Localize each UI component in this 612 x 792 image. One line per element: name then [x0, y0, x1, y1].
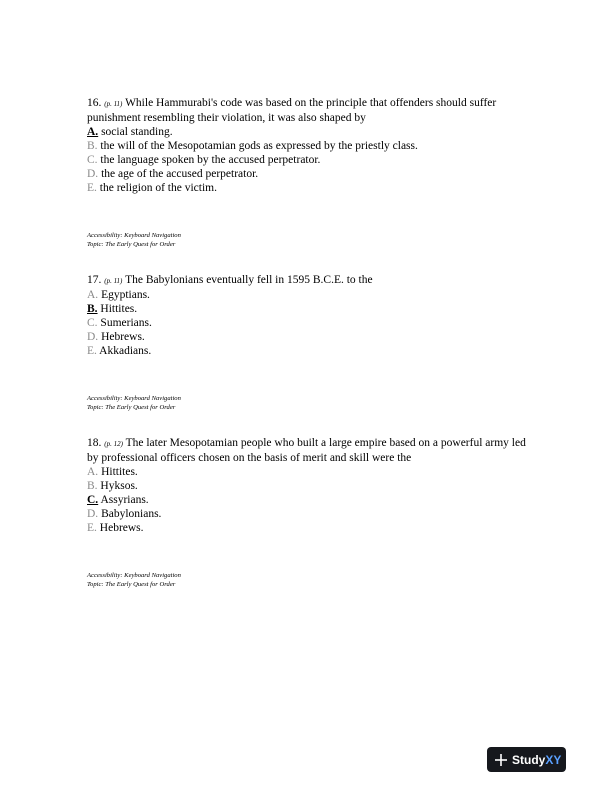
- option-text: Sumerians.: [100, 317, 152, 329]
- option-a: [87, 288, 527, 302]
- topic-note: Topic: The Early Quest for Order: [87, 580, 176, 588]
- question-stem: [87, 96, 527, 125]
- option-letter: C.: [87, 317, 98, 329]
- question-meta: [87, 395, 527, 412]
- option-d: [87, 330, 527, 344]
- question-number: 16.: [87, 97, 102, 109]
- option-text: social standing.: [101, 126, 173, 138]
- question-stem: [87, 273, 527, 288]
- option-text: Assyrians.: [100, 494, 149, 506]
- option-letter: D.: [87, 331, 99, 343]
- accessibility-note: Accessibility: Keyboard Navigation: [87, 572, 181, 579]
- option-letter: A.: [87, 126, 99, 138]
- option-text: the religion of the victim.: [99, 182, 217, 194]
- option-c: [87, 153, 527, 167]
- question-text: While Hammurabi's code was based on the principle that offenders should suffer punishment resembling their violation, it was also shaped by: [87, 97, 497, 124]
- brand-accent: XY: [545, 752, 562, 767]
- question-meta: [87, 572, 527, 589]
- question-number: 17.: [87, 274, 102, 286]
- page-reference: (p. 12): [104, 440, 123, 448]
- option-letter: A.: [87, 289, 99, 301]
- option-letter: A.: [87, 466, 99, 478]
- topic-note: Topic: The Early Quest for Order: [87, 403, 176, 411]
- option-text: Hyksos.: [100, 480, 138, 492]
- brand-main: Study: [512, 752, 546, 767]
- option-letter: E.: [87, 182, 97, 194]
- option-letter: B.: [87, 303, 98, 315]
- question-stem: [87, 436, 527, 465]
- option-letter: E.: [87, 345, 97, 357]
- option-text: Hittites.: [101, 466, 138, 478]
- option-text: Hebrews.: [99, 522, 144, 534]
- option-text: Akkadians.: [99, 345, 152, 357]
- option-letter: C.: [87, 154, 98, 166]
- option-text: Hittites.: [100, 303, 138, 315]
- accessibility-note: Accessibility: Keyboard Navigation: [87, 395, 181, 402]
- plus-icon: [494, 753, 508, 767]
- question-meta: [87, 232, 527, 249]
- option-c: [87, 493, 527, 507]
- option-text: Babylonians.: [101, 508, 162, 520]
- option-c: [87, 316, 527, 330]
- accessibility-note: Accessibility: Keyboard Navigation: [87, 232, 181, 239]
- option-letter: C.: [87, 494, 99, 506]
- option-e: [87, 181, 527, 195]
- option-letter: D.: [87, 508, 99, 520]
- option-letter: E.: [87, 522, 97, 534]
- question-18: [87, 436, 527, 589]
- question-16: [87, 96, 527, 249]
- brand-logo-text: [512, 753, 561, 767]
- option-text: Hebrews.: [101, 331, 145, 343]
- question-number: 18.: [87, 437, 102, 449]
- question-text: The Babylonians eventually fell in 1595 B.C.E. to the: [125, 274, 373, 286]
- option-b: [87, 139, 527, 153]
- option-b: [87, 302, 527, 316]
- option-d: [87, 167, 527, 181]
- option-d: [87, 507, 527, 521]
- question-17: [87, 273, 527, 412]
- option-text: the language spoken by the accused perpetrator.: [100, 154, 321, 166]
- option-letter: B.: [87, 480, 98, 492]
- option-b: [87, 479, 527, 493]
- option-a: [87, 465, 527, 479]
- option-letter: D.: [87, 168, 99, 180]
- page-reference: (p. 11): [104, 277, 123, 285]
- topic-note: Topic: The Early Quest for Order: [87, 240, 176, 248]
- option-e: [87, 344, 527, 358]
- option-letter: B.: [87, 140, 98, 152]
- option-a: [87, 125, 527, 139]
- page-reference: (p. 11): [104, 100, 123, 108]
- option-e: [87, 521, 527, 535]
- option-text: Egyptians.: [101, 289, 150, 301]
- option-text: the will of the Mesopotamian gods as expressed by the priestly class.: [100, 140, 418, 152]
- studyxy-badge[interactable]: [487, 747, 566, 772]
- question-text: The later Mesopotamian people who built a large empire based on a powerful army led by professional officers chosen on the basis of merit and skill were the: [87, 437, 526, 464]
- option-text: the age of the accused perpetrator.: [101, 168, 259, 180]
